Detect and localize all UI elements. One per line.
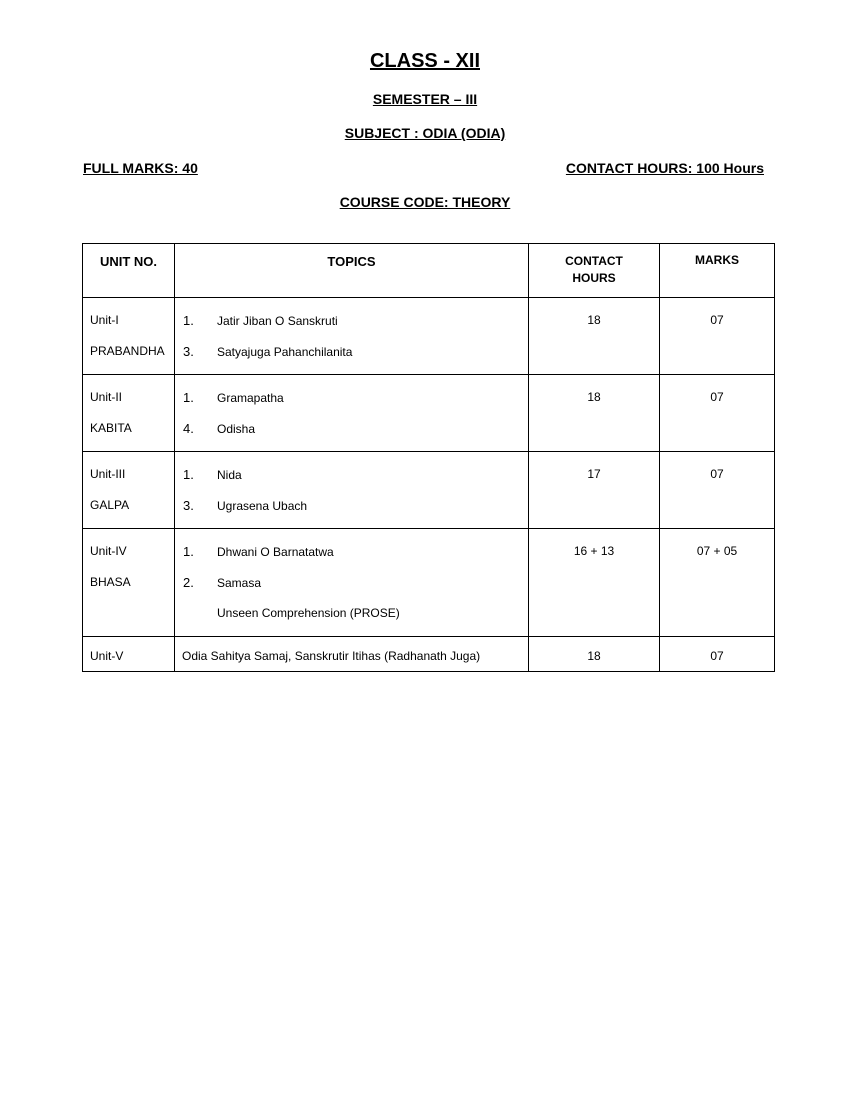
header-topics: TOPICS [175,244,529,298]
unit-name: GALPA [90,498,130,512]
topic-number: 1. [183,467,194,482]
topic-item [183,497,528,528]
full-marks: FULL MARKS: 40 [83,160,198,176]
topic-text: Odia Sahitya Samaj, Sanskrutir Itihas (Radhanath Juga) [175,637,529,672]
marks-cell: 07 [660,637,775,672]
unit-name: BHASA [90,575,131,589]
topic-item [183,312,528,343]
unit-number: Unit-V [83,637,175,672]
unit-number: Unit-I [90,313,119,327]
unit-name: PRABANDHA [90,344,165,358]
header-unit-no: UNIT NO. [83,244,175,298]
topic-text: Unseen Comprehension (PROSE) [217,606,400,620]
topic-item [183,389,528,420]
topic-number: 2. [183,575,194,590]
hours-cell: 18 [529,298,660,375]
marks-cell: 07 [660,298,775,375]
table-row [83,452,775,529]
topic-item [183,343,528,374]
topics-cell [175,375,529,452]
page-title: CLASS - XII [369,50,480,72]
unit-number: Unit-II [90,390,123,404]
unit-name: KABITA [90,421,132,435]
topic-item [183,574,528,605]
topic-text: Nida [217,468,242,482]
unit-cell [83,298,175,375]
hours-cell: 18 [529,637,660,672]
topic-number: 1. [183,390,194,405]
topic-item [183,466,528,497]
header-marks: MARKS [660,244,775,298]
topic-number: 4. [183,421,194,436]
header-contact-line2: HOURS [572,271,616,285]
topic-item [183,420,528,451]
header-contact-hours [529,244,660,298]
table-row [83,375,775,452]
semester-heading: SEMESTER – III [372,91,478,107]
topic-text: Dhwani O Barnatatwa [217,545,334,559]
unit-number: Unit-III [90,467,126,481]
topic-text: Gramapatha [217,391,284,405]
unit-cell [83,375,175,452]
course-code: COURSE CODE: THEORY [339,194,511,210]
hours-cell: 16 + 13 [529,529,660,637]
marks-cell: 07 + 05 [660,529,775,637]
hours-cell: 17 [529,452,660,529]
table-row [83,298,775,375]
topics-cell [175,298,529,375]
subject-heading: SUBJECT : ODIA (ODIA) [344,125,506,141]
topics-cell [175,529,529,637]
syllabus-table [82,243,775,672]
unit-number: Unit-IV [90,544,127,558]
table-row [83,637,775,672]
marks-cell: 07 [660,452,775,529]
contact-hours: CONTACT HOURS: 100 Hours [565,160,764,176]
hours-cell: 18 [529,375,660,452]
header-contact-line1: CONTACT [565,254,623,268]
topic-text: Ugrasena Ubach [217,499,308,513]
topic-number: 1. [183,544,194,559]
topic-text: Satyajuga Pahanchilanita [217,345,353,359]
topic-item [183,605,528,636]
table-header-row [83,244,775,298]
topic-text: Samasa [217,576,262,590]
topic-text: Jatir Jiban O Sanskruti [217,314,338,328]
topics-cell [175,452,529,529]
topic-text: Odisha [217,422,256,436]
unit-cell [83,529,175,637]
unit-cell [83,452,175,529]
table-row [83,529,775,637]
topic-number: 3. [183,344,194,359]
topic-item [183,543,528,574]
marks-cell: 07 [660,375,775,452]
topic-number: 1. [183,313,194,328]
topic-number: 3. [183,498,194,513]
